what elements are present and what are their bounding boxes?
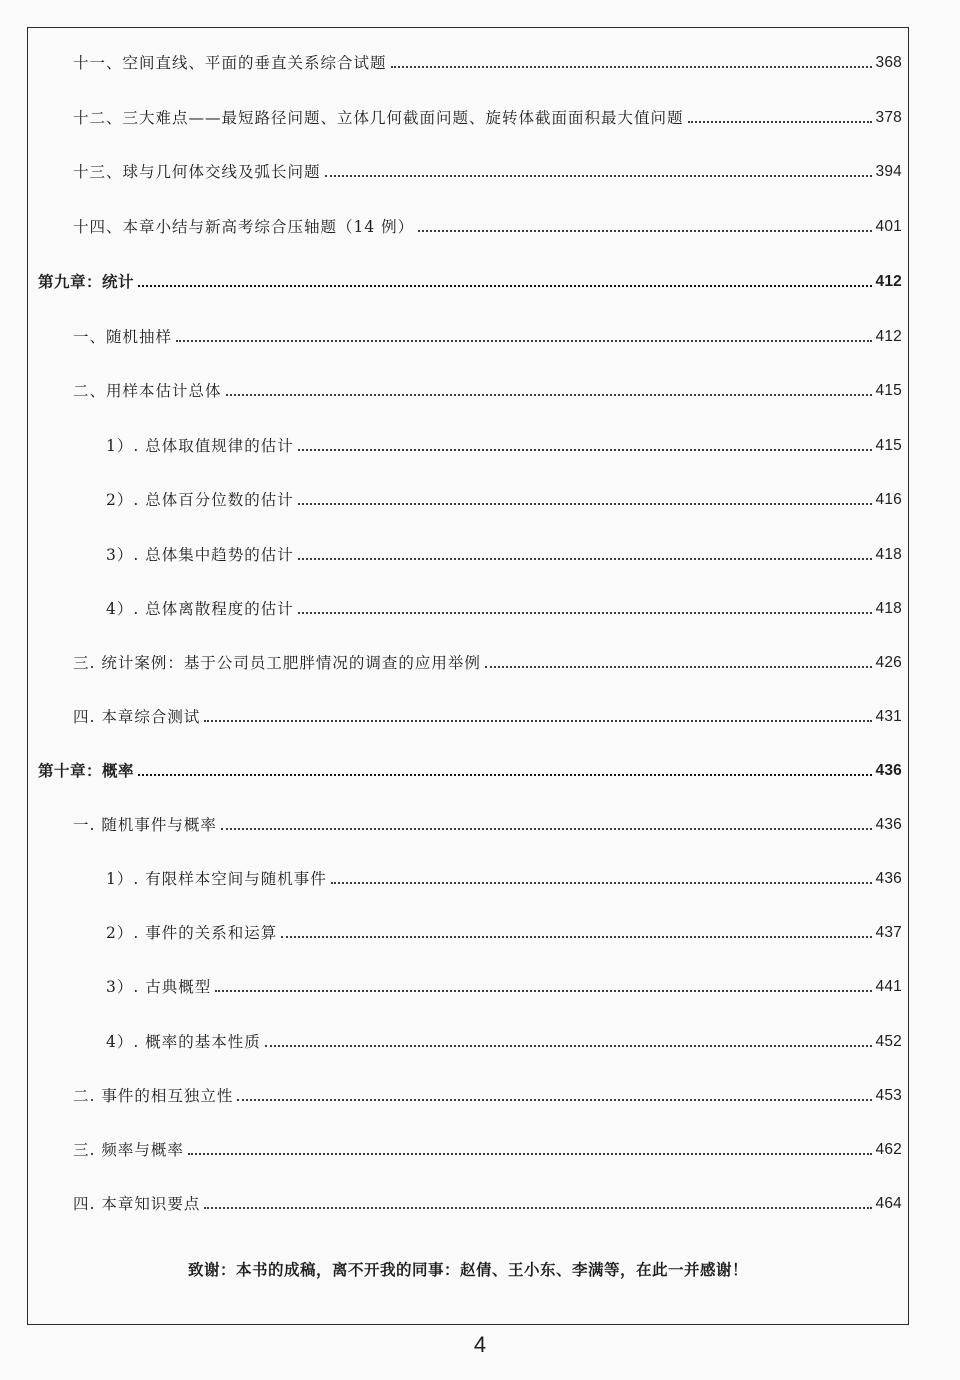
toc-entry-title: 一、随机抽样 — [73, 328, 173, 346]
toc-entry[interactable] — [28, 699, 908, 727]
toc-entry-page: 436 — [875, 870, 902, 887]
toc-chapter-entry[interactable] — [28, 264, 908, 292]
toc-entry[interactable] — [28, 154, 908, 182]
toc-entry-title: 三. 频率与概率 — [73, 1141, 184, 1159]
toc-entry-title: 2）. 总体百分位数的估计 — [106, 491, 294, 509]
toc-entry-page: 452 — [875, 1033, 902, 1050]
toc-entry-title: 十四、本章小结与新高考综合压轴题（14 例） — [73, 218, 415, 236]
toc-entry-page: 412 — [875, 328, 902, 345]
toc-entry-page: 453 — [875, 1087, 902, 1104]
toc-entry-page: 436 — [875, 816, 902, 833]
toc-entry[interactable] — [28, 209, 908, 237]
toc-entry-page: 437 — [875, 924, 902, 941]
dot-leader — [176, 339, 872, 342]
toc-entry-title: 三. 统计案例：基于公司员工肥胖情况的调查的应用举例 — [73, 654, 481, 672]
toc-entry-title: 十三、球与几何体交线及弧长问题 — [73, 163, 321, 181]
dot-leader — [298, 502, 872, 505]
toc-entry-title: 3）. 总体集中趋势的估计 — [106, 546, 294, 564]
dot-leader — [418, 229, 871, 232]
dot-leader — [215, 989, 871, 992]
toc-entry-page: 394 — [875, 163, 902, 180]
dot-leader — [298, 557, 872, 560]
toc-entry[interactable] — [28, 1132, 908, 1160]
dot-leader — [221, 827, 872, 830]
acknowledgement: 致谢：本书的成稿，离不开我的同事：赵倩、王小东、李满等，在此一并感谢！ — [187, 1261, 748, 1279]
dot-leader — [188, 1152, 872, 1155]
toc-entry-page: 431 — [875, 708, 902, 725]
toc-chapter-title: 第十章：概率 — [38, 762, 135, 780]
toc-entry-page: 378 — [875, 109, 902, 126]
toc-entry-page: 436 — [875, 762, 902, 779]
toc-entry-title: 4）. 概率的基本性质 — [106, 1033, 261, 1051]
toc-entry-page: 415 — [875, 437, 902, 454]
toc-entry-title: 二、用样本估计总体 — [73, 382, 222, 400]
toc-subentry[interactable] — [28, 915, 908, 943]
dot-leader — [688, 120, 872, 123]
toc-entry-title: 1）. 总体取值规律的估计 — [106, 437, 294, 455]
toc-entry[interactable] — [28, 645, 908, 673]
toc-subentry[interactable] — [28, 428, 908, 456]
dot-leader — [138, 284, 872, 287]
toc-entry[interactable] — [28, 807, 908, 835]
dot-leader — [226, 393, 872, 396]
toc-subentry[interactable] — [28, 1024, 908, 1052]
toc-entry-page: 416 — [875, 491, 902, 508]
toc-entry-page: 415 — [875, 382, 902, 399]
dot-leader — [391, 65, 872, 68]
toc-frame — [27, 27, 909, 1325]
toc-entry-title: 四. 本章知识要点 — [73, 1195, 201, 1213]
toc-entry[interactable] — [28, 45, 908, 73]
toc-entry-page: 401 — [875, 218, 902, 235]
toc-entry-page: 462 — [875, 1141, 902, 1158]
dot-leader — [204, 1206, 871, 1209]
toc-entry[interactable] — [28, 100, 908, 128]
dot-leader — [298, 448, 872, 451]
dot-leader — [298, 611, 872, 614]
toc-entry-title: 十一、空间直线、平面的垂直关系综合试题 — [73, 54, 387, 72]
toc-entry-page: 418 — [875, 546, 902, 563]
toc-entry-page: 441 — [875, 978, 902, 995]
toc-entry[interactable] — [28, 1078, 908, 1106]
dot-leader — [281, 935, 871, 938]
dot-leader — [485, 665, 872, 668]
dot-leader — [204, 719, 871, 722]
dot-leader — [138, 773, 872, 776]
toc-subentry[interactable] — [28, 537, 908, 565]
dot-leader — [265, 1044, 872, 1047]
toc-entry-page: 368 — [875, 54, 902, 71]
toc-subentry[interactable] — [28, 482, 908, 510]
toc-entry-title: 十二、三大难点——最短路径问题、立体几何截面问题、旋转体截面面积最大值问题 — [73, 109, 684, 127]
toc-entry[interactable] — [28, 1186, 908, 1214]
dot-leader — [237, 1098, 871, 1101]
toc-entry-title: 一. 随机事件与概率 — [73, 816, 217, 834]
toc-entry-title: 4）. 总体离散程度的估计 — [106, 600, 294, 618]
toc-entry-page: 464 — [875, 1195, 902, 1212]
toc-chapter-entry[interactable] — [28, 753, 908, 781]
dot-leader — [325, 174, 872, 177]
toc-entry-title: 四. 本章综合测试 — [73, 708, 201, 726]
dot-leader — [331, 881, 872, 884]
toc-entry-title: 2）. 事件的关系和运算 — [106, 924, 278, 942]
toc-entry-page: 418 — [875, 600, 902, 617]
toc-entry[interactable] — [28, 319, 908, 347]
toc-entry-title: 二. 事件的相互独立性 — [73, 1087, 234, 1105]
toc-subentry[interactable] — [28, 591, 908, 619]
toc-subentry[interactable] — [28, 861, 908, 889]
toc-entry[interactable] — [28, 373, 908, 401]
toc-entry-title: 1）. 有限样本空间与随机事件 — [106, 870, 327, 888]
toc-entry-page: 426 — [875, 654, 902, 671]
toc-entry-title: 3）. 古典概型 — [106, 978, 212, 996]
toc-entry-page: 412 — [875, 273, 902, 290]
page-number: 4 — [473, 1332, 487, 1357]
toc-chapter-title: 第九章：统计 — [38, 273, 135, 291]
toc-subentry[interactable] — [28, 969, 908, 997]
